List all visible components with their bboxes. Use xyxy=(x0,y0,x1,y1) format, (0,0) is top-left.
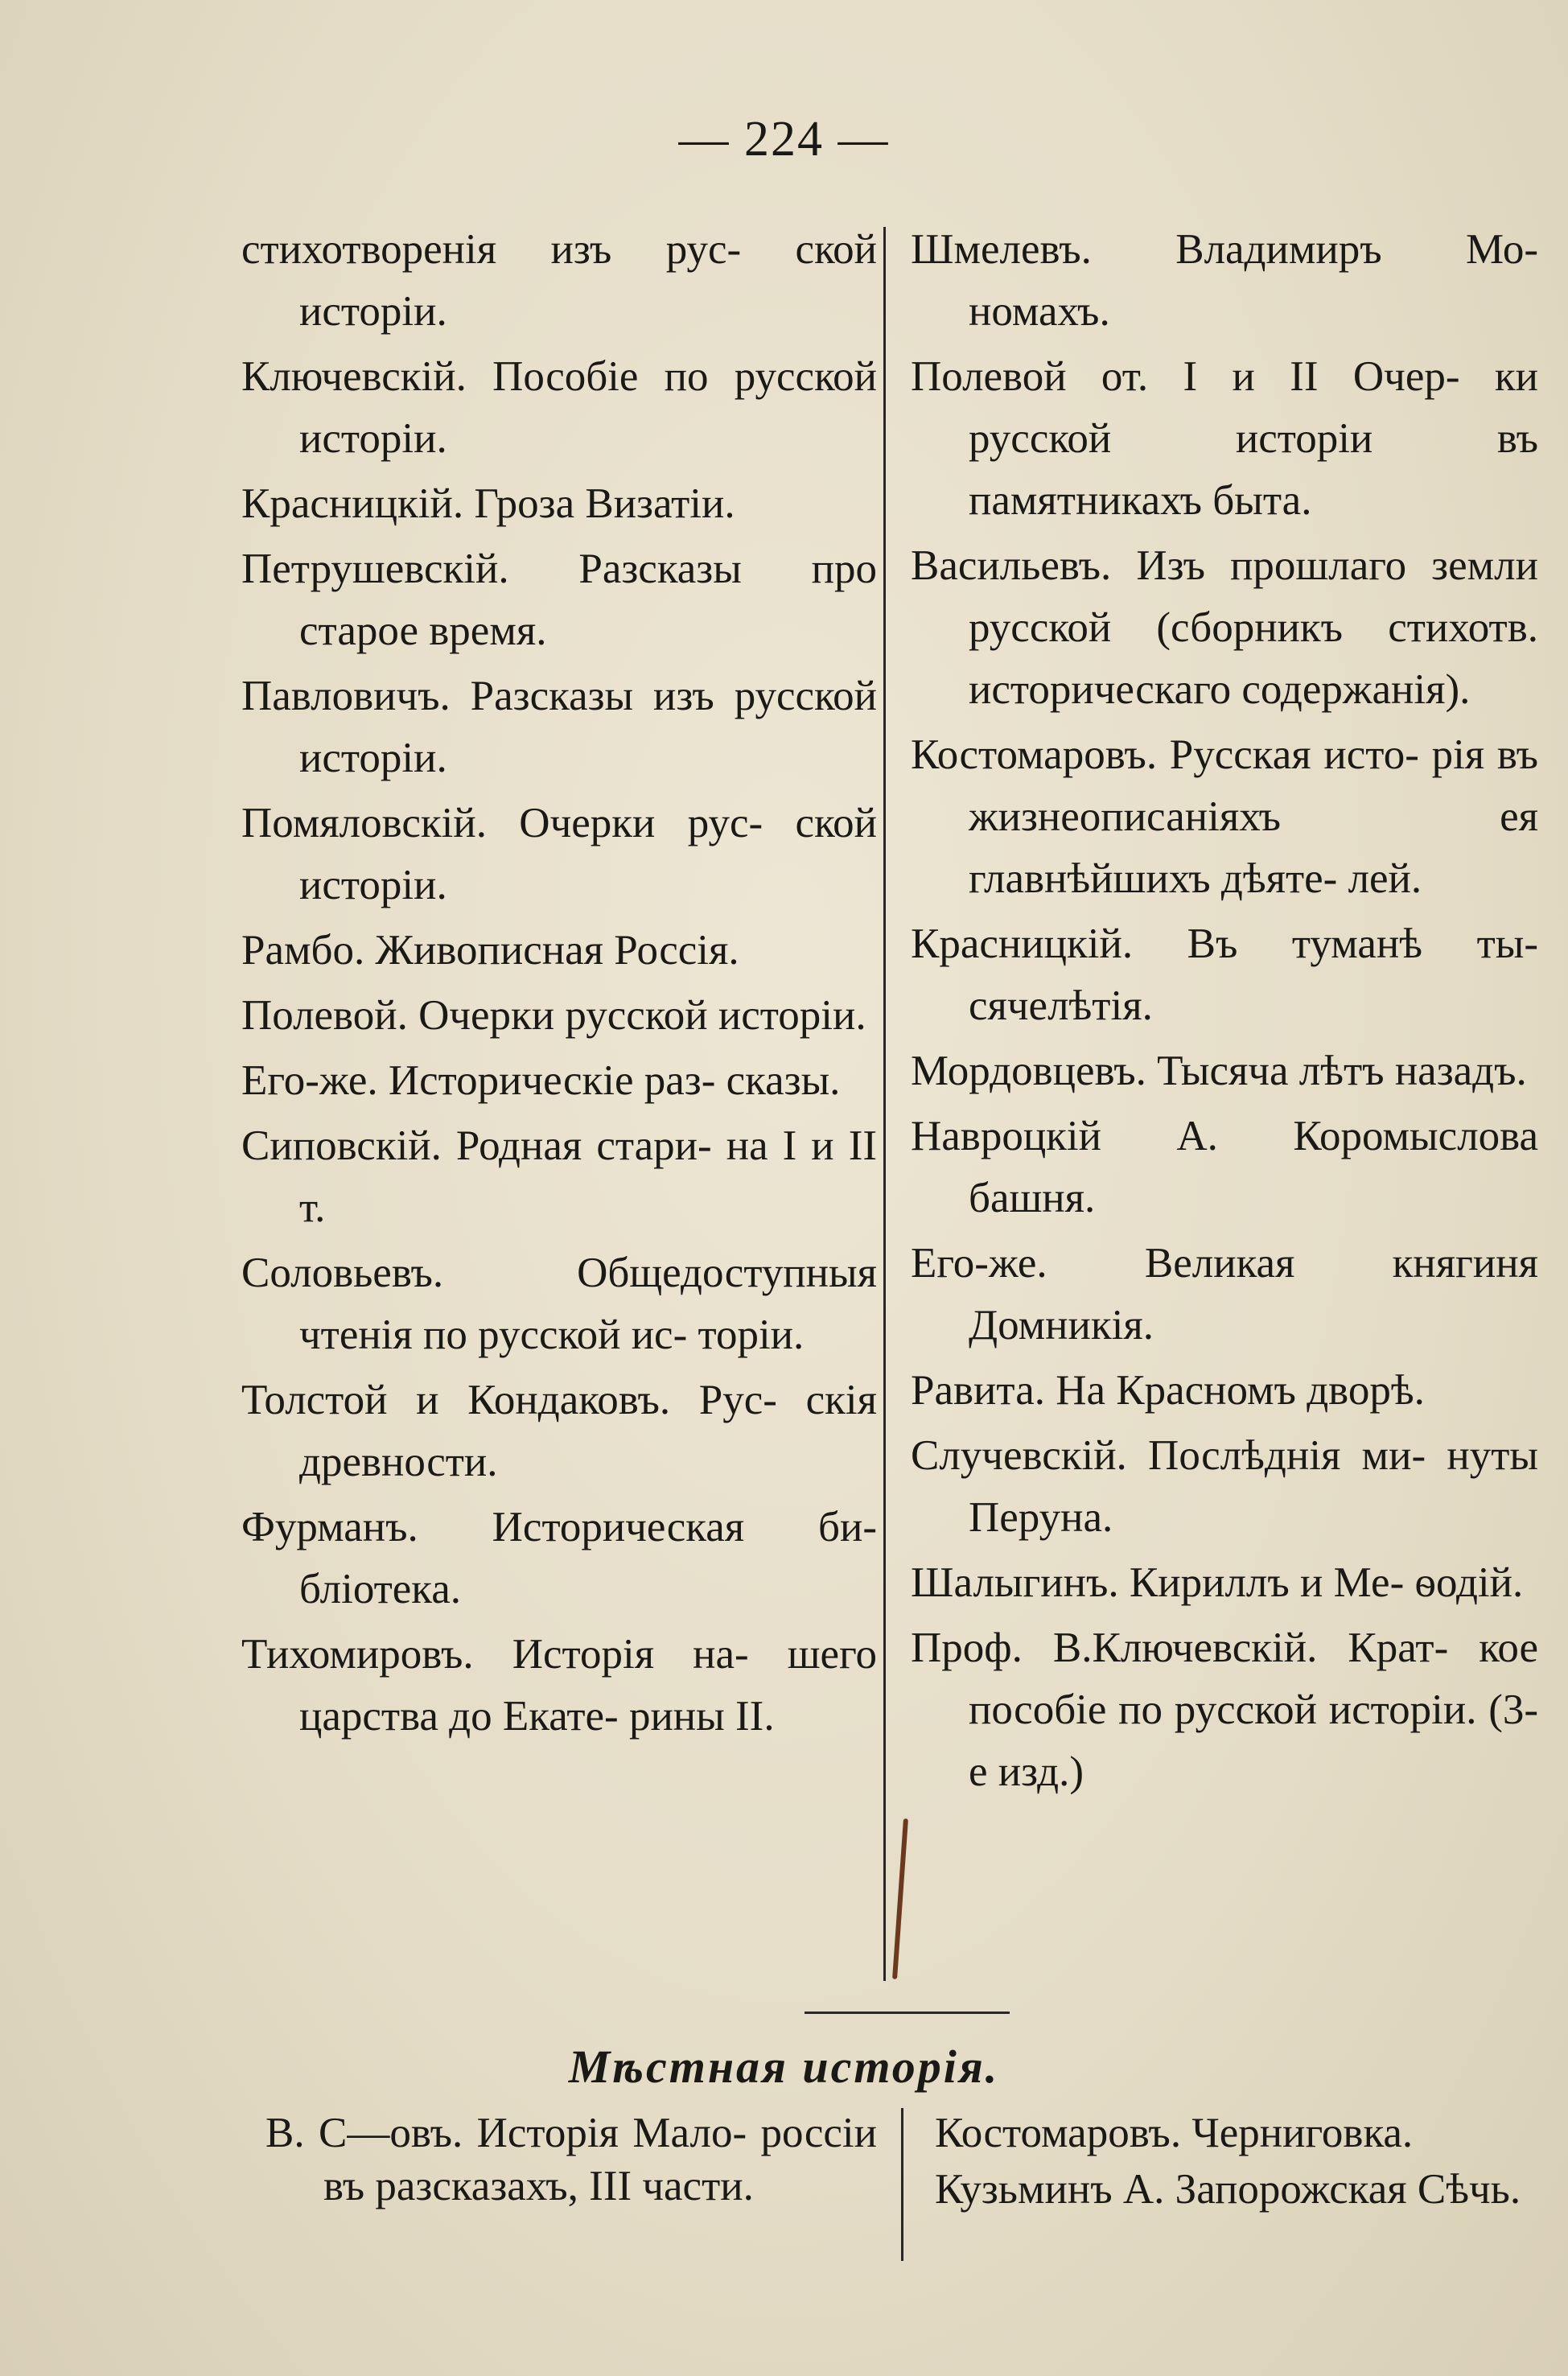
list-item: Костомаровъ. Русская исто- рія въ жизнеописаніяхъ ея главнѣйшихъ дѣяте- лей. xyxy=(911,731,1538,902)
list-item: Проф. В.Ключевскій. Крат- кое пособіе по русской исторіи. (3-е изд.) xyxy=(911,1624,1538,1795)
list-item: Равита. На Красномъ дворѣ. xyxy=(911,1367,1425,1414)
list-item: В. С—овъ. Исторія Мало- россіи въ разсказахъ, III части. xyxy=(265,2110,877,2209)
list-item: Случевскій. Послѣднія ми- нуты Перуна. xyxy=(911,1432,1538,1541)
list-item: Толстой и Кондаковъ. Рус- скія древности. xyxy=(241,1377,877,1485)
list-item: Его-же. Великая княгиня Домникія. xyxy=(911,1240,1538,1349)
list-item: Шалыгинъ. Кириллъ и Ме- ѳодій. xyxy=(911,1559,1524,1606)
list-item: Красницкій. Гроза Визатіи. xyxy=(241,480,735,527)
list-item: Павловичъ. Разсказы изъ русской исторіи. xyxy=(241,673,877,781)
list-item: Мордовцевъ. Тысяча лѣтъ назадъ. xyxy=(911,1048,1527,1094)
list-item: Костомаровъ. Черниговка. xyxy=(935,2110,1414,2156)
list-item: Полевой от. I и II Очер- ки русской исторіи въ памятникахъ быта. xyxy=(911,353,1538,524)
pencil-mark xyxy=(892,1818,908,1979)
section-right-column xyxy=(935,2106,1538,2219)
section-heading: Мѣстная исторія. xyxy=(568,2040,1000,2093)
list-item: Полевой. Очерки русской исторіи. xyxy=(241,992,866,1039)
list-item: стихотворенія изъ рус- ской исторіи. xyxy=(241,226,877,335)
list-item: Петрушевскій. Разсказы про старое время. xyxy=(241,546,877,654)
page-number: — 224 — xyxy=(678,112,890,167)
left-column xyxy=(241,219,877,1751)
list-item: Рамбо. Живописная Россія. xyxy=(241,927,739,974)
list-item: Его-же. Историческіе раз- сказы. xyxy=(241,1057,841,1104)
section-left-column xyxy=(265,2106,877,2216)
list-item: Сиповскій. Родная стари- на I и II т. xyxy=(241,1122,877,1231)
list-item: Тихомировъ. Исторія на- шего царства до Екате- рины II. xyxy=(241,1631,877,1740)
list-item: Навроцкій А. Коромыслова башня. xyxy=(911,1113,1538,1221)
section-column-divider xyxy=(901,2108,903,2261)
list-item: Красницкій. Въ туманѣ ты- сячелѣтія. xyxy=(911,920,1538,1029)
section-separator xyxy=(805,2012,1010,2014)
column-divider xyxy=(883,227,886,1981)
list-item: Васильевъ. Изъ прошлаго земли русской (сборникъ стихотв. историческаго содержанія). xyxy=(911,542,1538,713)
list-item: Помяловскій. Очерки рус- ской исторіи. xyxy=(241,800,877,908)
right-column xyxy=(911,219,1538,1806)
list-item: Ключевскій. Пособіе по русской исторіи. xyxy=(241,353,877,462)
list-item: Фурманъ. Историческая би- бліотека. xyxy=(241,1504,877,1612)
list-item: Шмелевъ. Владимиръ Мо- номахъ. xyxy=(911,226,1538,335)
list-item: Кузьминъ А. Запорожская Сѣчь. xyxy=(935,2166,1521,2213)
list-item: Соловьевъ. Общедоступныя чтенія по русской ис- торіи. xyxy=(241,1250,877,1358)
